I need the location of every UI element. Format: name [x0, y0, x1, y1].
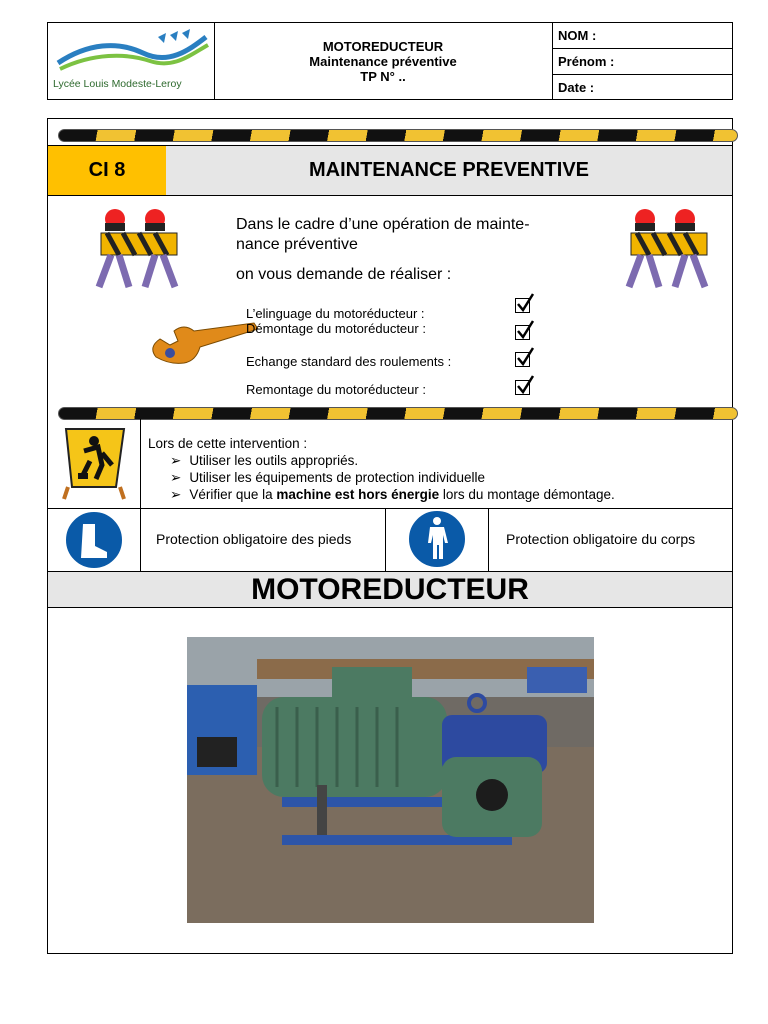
checkmark-icon: [515, 375, 535, 395]
safety-item: [148, 486, 615, 503]
safety-item-text: lors du montage démontage.: [439, 487, 615, 502]
intro-text: [236, 215, 530, 285]
intro-line-2: nance préventive: [236, 236, 358, 253]
checkbox-remontage[interactable]: [515, 380, 530, 395]
divider: [140, 419, 141, 509]
checkmark-icon: [515, 320, 535, 340]
checkbox-elinguage[interactable]: [515, 298, 530, 313]
motor-photo: [187, 637, 594, 923]
barrier-icon: [93, 201, 188, 291]
ci-title: MAINTENANCE PREVENTIVE: [166, 146, 732, 195]
checkbox-demontage[interactable]: [515, 325, 530, 340]
ci-row: [48, 145, 732, 196]
checkbox-roulements[interactable]: [515, 352, 530, 367]
safety-item-text: Utiliser les outils appropriés.: [189, 453, 359, 468]
safety-instructions: [148, 435, 615, 503]
task-label: L’elinguage du motoréducteur :: [246, 306, 425, 321]
field-date[interactable]: Date :: [552, 74, 732, 99]
worksheet-frame: [47, 118, 733, 954]
ppe-feet-label: Protection obligatoire des pieds: [156, 531, 352, 547]
safety-item: [148, 469, 615, 486]
field-prenom[interactable]: Prénom :: [552, 48, 732, 73]
hazard-stripe-top: [58, 129, 738, 142]
arrow-bullet-icon: ➢: [170, 487, 182, 502]
title-line-2: Maintenance préventive: [309, 53, 457, 69]
title-line-3: TP N° ..: [360, 68, 406, 84]
intro-line-3: on vous demande de réaliser :: [236, 266, 452, 283]
task-label: Echange standard des roulements :: [246, 354, 452, 369]
checkmark-icon: [515, 347, 535, 367]
safety-heading: Lors de cette intervention :: [148, 436, 308, 451]
worker-sign-icon: [60, 425, 132, 500]
divider: [140, 509, 141, 571]
intro-line-1: Dans le cadre d’une opération de mainte-: [236, 216, 530, 233]
checkmark-icon: [515, 293, 535, 313]
ppe-row: [48, 509, 732, 572]
safety-item: [148, 452, 615, 469]
divider: [488, 509, 489, 571]
ppe-body-label: Protection obligatoire du corps: [506, 531, 696, 547]
logo-text: Lycée Louis Modeste-Leroy: [53, 78, 182, 90]
safety-item-text: Vérifier que la: [189, 487, 277, 502]
safety-item-text: Utiliser les équipements de protection individuelle: [189, 470, 485, 485]
task-label: Remontage du motoréducteur :: [246, 382, 426, 397]
title-line-1: MOTOREDUCTEUR: [322, 38, 444, 54]
coverall-icon: [406, 509, 468, 569]
arrow-bullet-icon: ➢: [170, 453, 182, 468]
school-logo: [48, 23, 215, 99]
boot-icon: [63, 510, 125, 570]
safety-item-bold: machine est hors énergie: [276, 487, 440, 502]
ci-code: CI 8: [48, 146, 167, 195]
wrench-icon: [146, 319, 261, 374]
barrier-icon: [623, 201, 718, 291]
divider: [385, 509, 386, 571]
section-title: MOTOREDUCTEUR: [48, 572, 732, 608]
task-label: Démontage du motoréducteur :: [246, 321, 426, 336]
field-nom[interactable]: NOM :: [558, 28, 597, 43]
document-title: [214, 23, 553, 99]
safety-row: [48, 419, 732, 509]
student-fields: [552, 23, 732, 99]
arrow-bullet-icon: ➢: [170, 470, 182, 485]
header-table: [47, 22, 733, 100]
